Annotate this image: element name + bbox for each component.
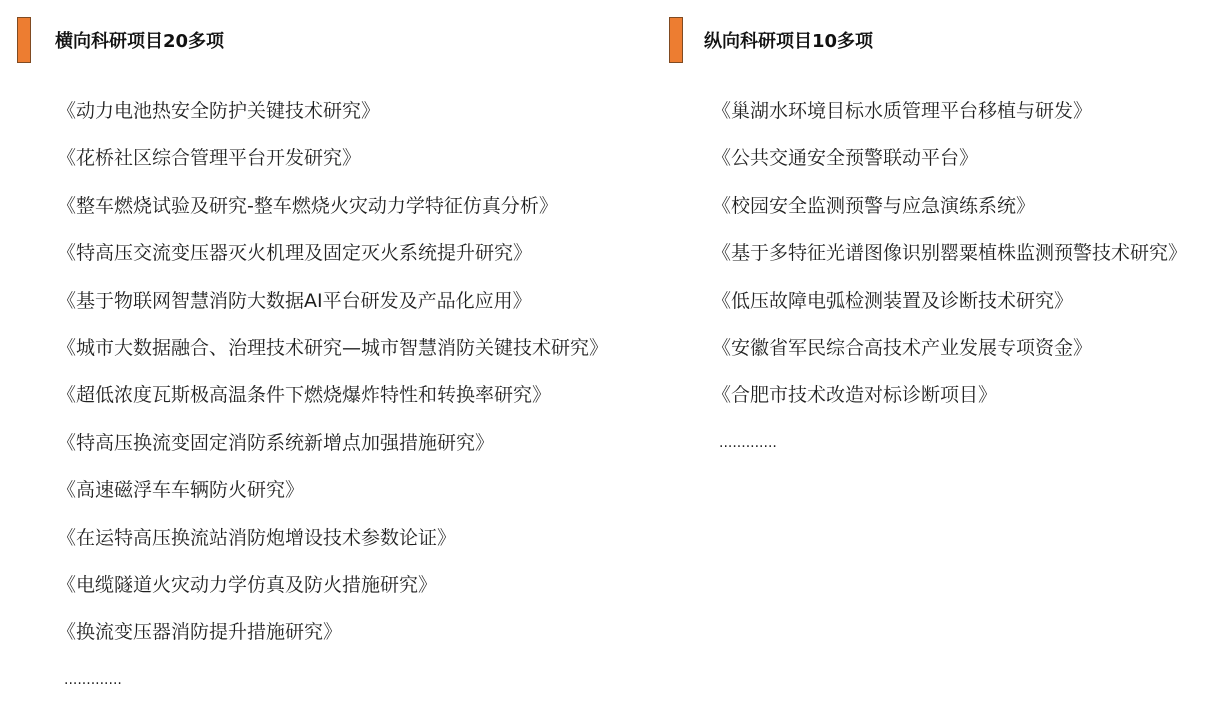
list-item: 《低压故障电弧检测装置及诊断技术研究》 xyxy=(712,289,1074,312)
list-item: 《校园安全监测预警与应急演练系统》 xyxy=(712,194,1036,217)
list-item: 《高速磁浮车车辆防火研究》 xyxy=(57,479,305,502)
list-item: 《公共交通安全预警联动平台》 xyxy=(712,147,979,170)
section-accent-bar xyxy=(17,17,31,63)
list-item: 《安徽省军民综合高技术产业发展专项资金》 xyxy=(712,336,1093,359)
list-item: 《花桥社区综合管理平台开发研究》 xyxy=(57,147,362,170)
horizontal-projects-header xyxy=(17,16,224,64)
list-item: 《超低浓度瓦斯极高温条件下燃烧爆炸特性和转换率研究》 xyxy=(57,384,552,407)
list-item: 《换流变压器消防提升措施研究》 xyxy=(57,621,343,644)
list-item: 《合肥市技术改造对标诊断项目》 xyxy=(712,384,998,407)
list-item: 《巢湖水环境目标水质管理平台移植与研发》 xyxy=(712,100,1093,122)
list-more-ellipsis: ............. xyxy=(719,434,777,451)
list-item: 《基于物联网智慧消防大数据AI平台研发及产品化应用》 xyxy=(57,289,532,312)
list-item: 《城市大数据融合、治理技术研究—城市智慧消防关键技术研究》 xyxy=(57,336,609,359)
list-item: 《整车燃烧试验及研究-整车燃烧火灾动力学特征仿真分析》 xyxy=(57,194,558,217)
list-item: 《动力电池热安全防护关键技术研究》 xyxy=(57,100,381,122)
vertical-projects-list xyxy=(712,96,1187,475)
list-item: 《电缆隧道火灾动力学仿真及防火措施研究》 xyxy=(57,573,438,596)
section-accent-bar xyxy=(669,17,683,63)
list-item: 《在运特高压换流站消防炮增设技术参数论证》 xyxy=(57,526,457,549)
list-item: 《特高压交流变压器灭火机理及固定灭火系统提升研究》 xyxy=(57,242,533,265)
horizontal-projects-title: 横向科研项目20多项 xyxy=(55,31,225,52)
list-more-ellipsis: ............. xyxy=(64,671,122,688)
list-item: 《特高压换流变固定消防系统新增点加强措施研究》 xyxy=(57,431,495,454)
list-item: 《基于多特征光谱图像识别罂粟植株监测预警技术研究》 xyxy=(712,242,1188,265)
horizontal-projects-list xyxy=(57,96,608,712)
vertical-projects-header xyxy=(669,16,873,64)
vertical-projects-title: 纵向科研项目10多项 xyxy=(704,31,874,52)
